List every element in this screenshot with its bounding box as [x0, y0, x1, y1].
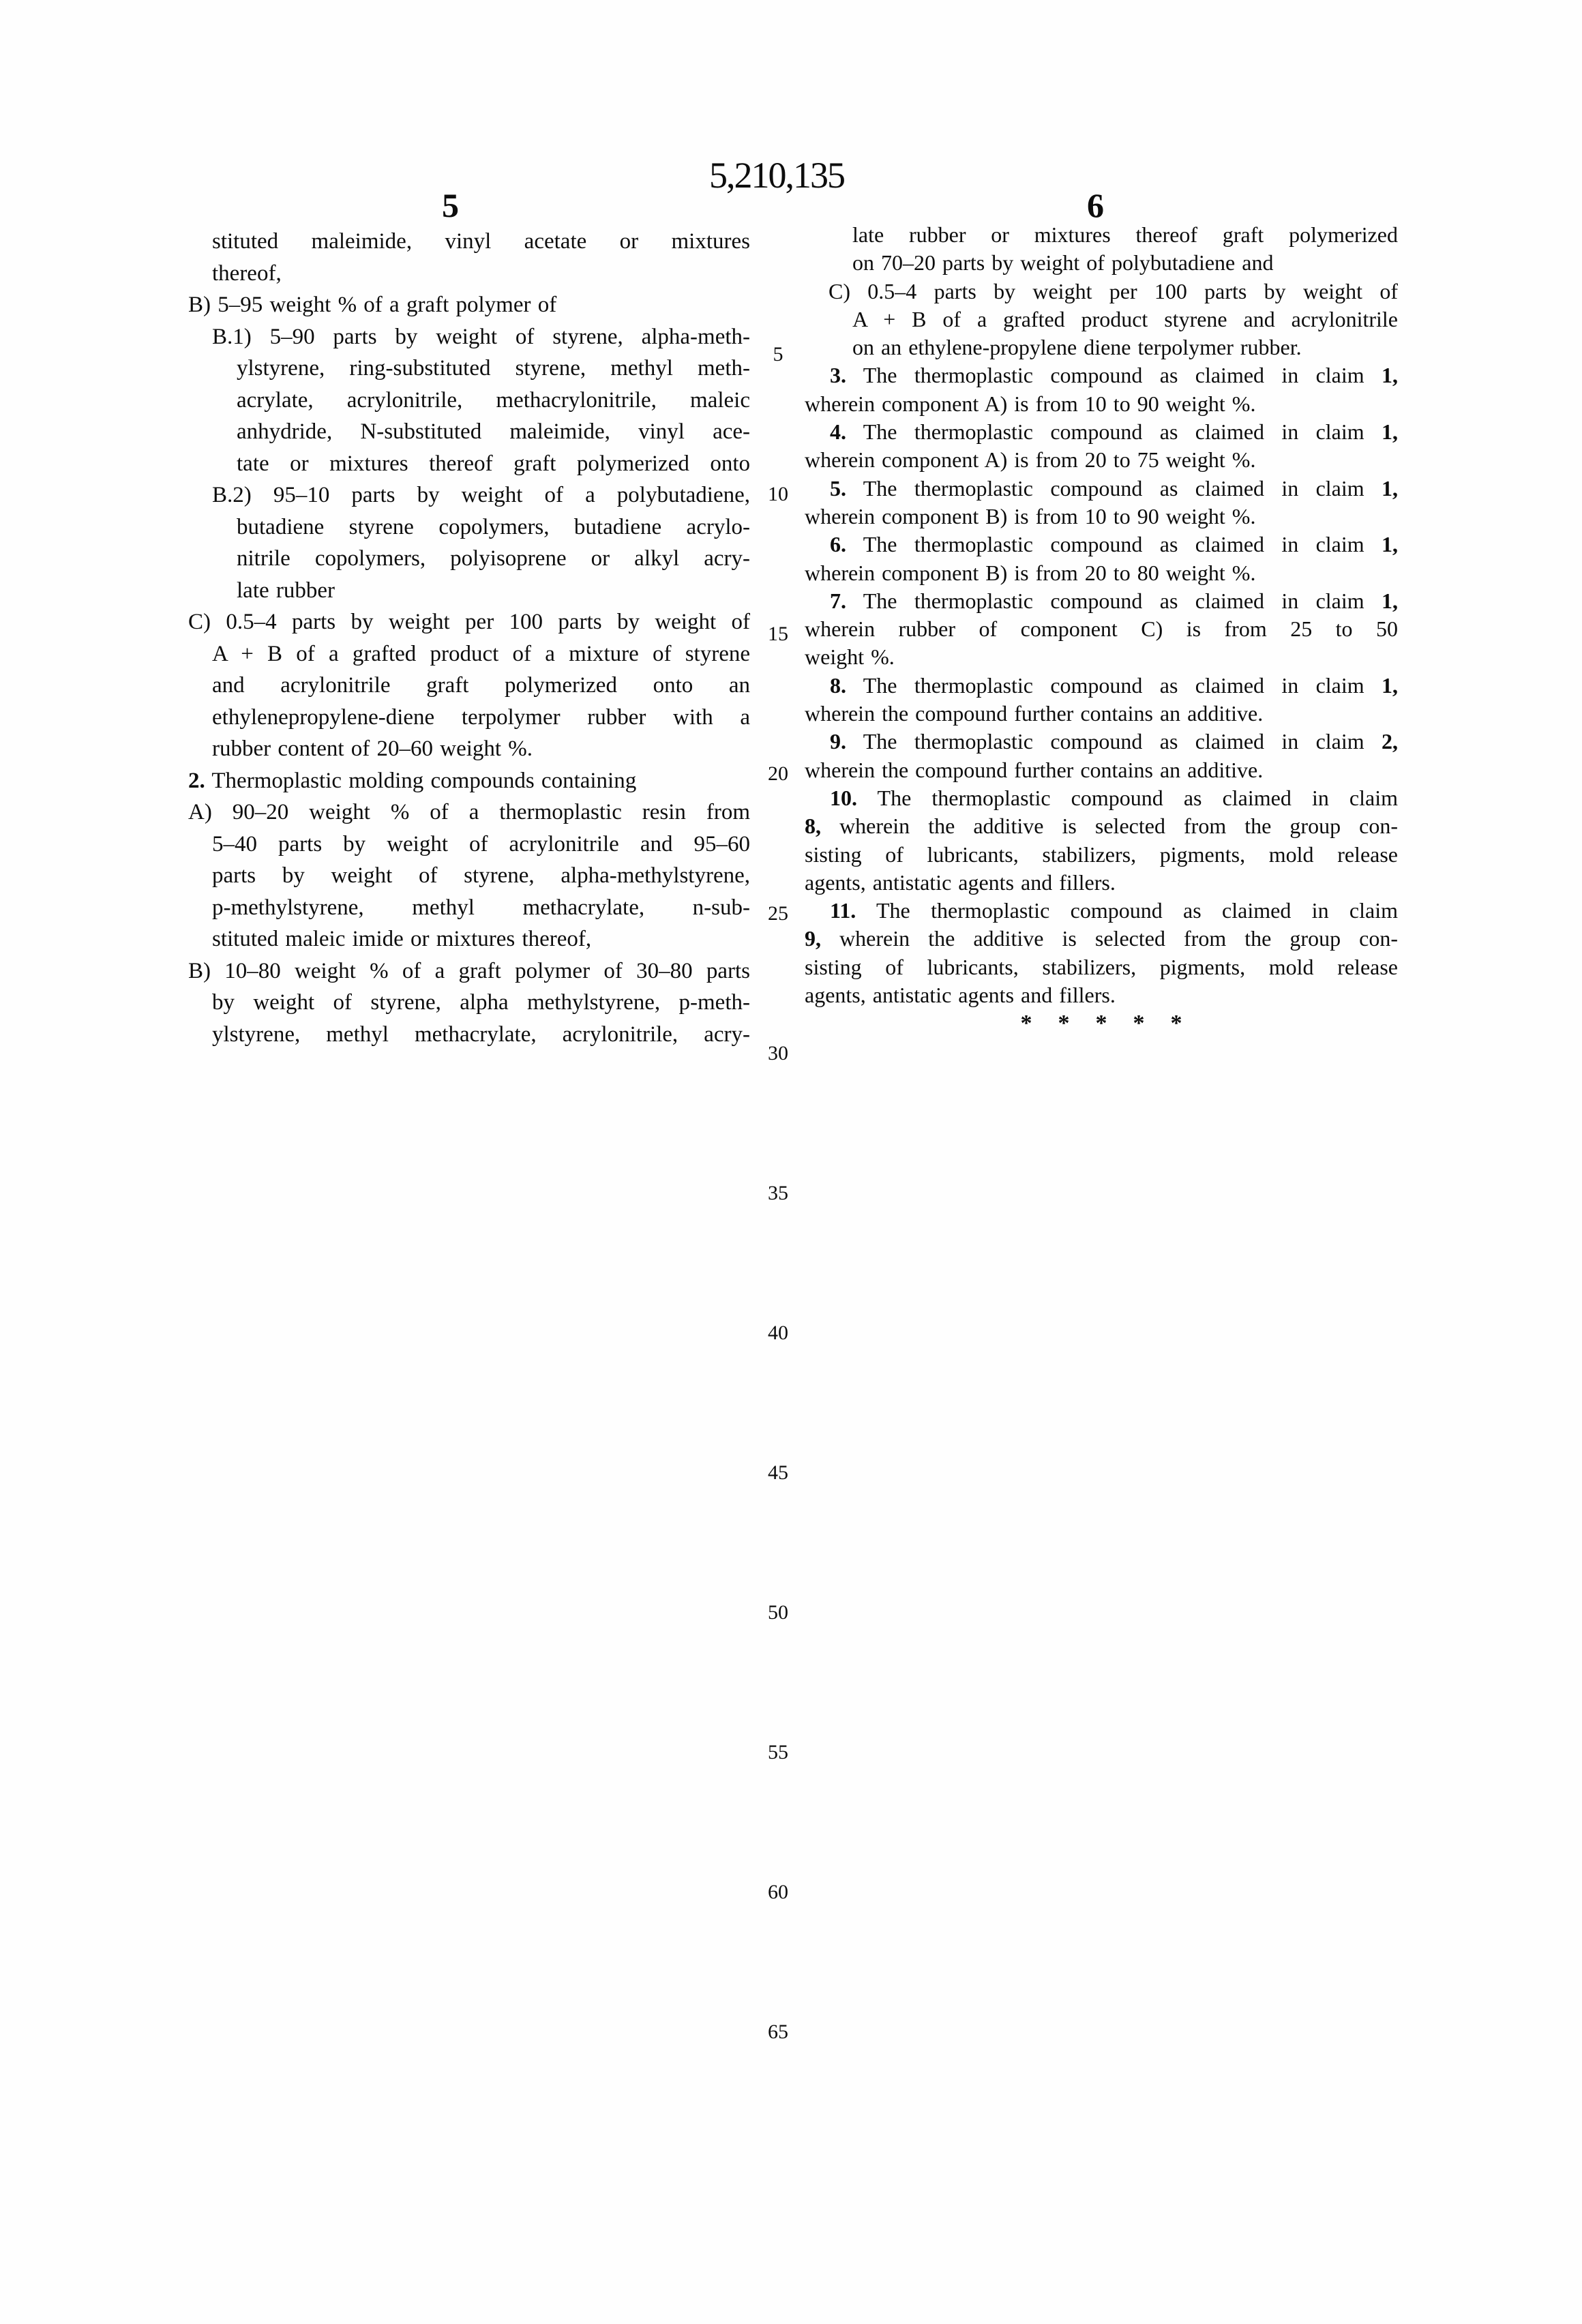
text-segment: wherein rubber of component C) is from 25 to 50 — [805, 616, 1398, 642]
line-number: 60 — [768, 1881, 788, 1903]
text-line — [805, 869, 1398, 897]
text-segment: C) 0.5–4 parts by weight per 100 parts by weight of — [188, 610, 750, 634]
text-segment: C) 0.5–4 parts by weight per 100 parts by weight of — [829, 278, 1398, 303]
bold-text-segment: 1, — [1382, 363, 1398, 388]
text-segment: butadiene styrene copolymers, butadiene acrylo- — [237, 514, 750, 539]
text-segment: on 70–20 parts by weight of polybutadiene and — [852, 250, 1274, 275]
text-line — [830, 531, 1398, 558]
line-number: 55 — [768, 1741, 788, 1763]
text-segment: 5–40 parts by weight of acrylonitrile and 95–60 — [212, 831, 750, 856]
text-line — [830, 475, 1398, 503]
text-segment: The thermoplastic compound as claimed in claim — [846, 729, 1382, 754]
text-line — [212, 226, 750, 258]
asterisk-symbol: * — [1095, 1011, 1107, 1037]
text-line — [805, 953, 1398, 981]
patent-number: 5,210,135 — [709, 155, 844, 196]
text-segment: The thermoplastic compound as claimed in claim — [846, 363, 1382, 388]
right-column-text — [805, 221, 1398, 1038]
asterisk-symbol: * — [1133, 1011, 1145, 1037]
text-line — [830, 587, 1398, 615]
text-segment: weight %. — [805, 644, 895, 670]
line-number: 5 — [773, 343, 783, 366]
text-segment: B) 10–80 weight % of a graft polymer of 30–80 parts — [188, 958, 750, 983]
text-segment: p-methylstyrene, methyl methacrylate, n-sub- — [212, 895, 750, 920]
asterisk-symbol: * — [1170, 1011, 1182, 1037]
text-segment: The thermoplastic compound as claimed in claim — [857, 785, 1398, 810]
text-segment: The thermoplastic compound as claimed in claim — [846, 588, 1382, 613]
text-line — [188, 606, 750, 638]
text-segment: ethylenepropylene-diene terpolymer rubber with a — [212, 704, 750, 730]
text-segment: acrylate, acrylonitrile, methacrylonitrile, maleic — [237, 387, 750, 413]
asterisk-row — [805, 1009, 1398, 1037]
column-number-right: 6 — [1087, 186, 1104, 224]
text-line — [830, 418, 1398, 446]
text-segment: The thermoplastic compound as claimed in claim — [846, 475, 1382, 501]
text-segment: wherein component B) is from 20 to 80 weight %. — [805, 560, 1256, 585]
bold-text-segment: 10. — [830, 785, 857, 810]
left-column-lines — [188, 226, 750, 1050]
text-segment: sisting of lubricants, stabilizers, pigments, mold release — [805, 954, 1398, 979]
text-line — [188, 796, 750, 829]
text-line — [830, 672, 1398, 700]
text-segment: ylstyrene, ring-substituted styrene, methyl meth- — [237, 356, 750, 381]
text-segment: The thermoplastic compound as claimed in claim — [846, 419, 1382, 445]
text-segment: ylstyrene, methyl methacrylate, acrylonitrile, acry- — [212, 1022, 750, 1047]
text-line — [805, 446, 1398, 474]
text-line — [212, 892, 750, 924]
text-segment: B.1) 5–90 parts by weight of styrene, alpha-meth- — [212, 324, 750, 349]
bold-text-segment: 6. — [830, 532, 846, 557]
text-line — [212, 733, 750, 765]
text-line — [212, 923, 750, 955]
text-line — [237, 511, 750, 543]
line-number: 20 — [768, 762, 788, 785]
bold-text-segment: 9. — [830, 729, 846, 754]
text-line — [830, 897, 1398, 925]
text-segment: wherein the compound further contains an additive. — [805, 757, 1264, 782]
text-segment: by weight of styrene, alpha methylstyrene, p-meth- — [212, 990, 750, 1015]
text-line — [237, 385, 750, 417]
text-line — [237, 448, 750, 480]
text-line — [830, 728, 1398, 756]
bold-text-segment: 11. — [830, 898, 856, 923]
text-line — [805, 756, 1398, 784]
text-segment: A + B of a grafted product styrene and acrylonitrile — [852, 306, 1398, 331]
bold-text-segment: 9, — [805, 926, 821, 951]
bold-text-segment: 1, — [1382, 532, 1398, 557]
text-line — [805, 390, 1398, 418]
right-column-lines — [805, 221, 1398, 1009]
text-segment: A + B of a grafted product of a mixture of styrene — [212, 641, 750, 666]
text-segment: The thermoplastic compound as claimed in claim — [856, 898, 1398, 923]
text-line — [212, 1019, 750, 1051]
text-line — [805, 615, 1398, 643]
line-number: 65 — [768, 2021, 788, 2043]
text-line — [212, 829, 750, 861]
text-segment: thereof, — [212, 260, 282, 286]
text-segment: wherein the compound further contains an additive. — [805, 701, 1264, 726]
text-segment: nitrile copolymers, polyisoprene or alkyl acry- — [237, 546, 750, 571]
bold-text-segment: 5. — [830, 475, 846, 501]
text-segment: Thermoplastic molding compounds containing — [205, 768, 637, 793]
bold-text-segment: 4. — [830, 419, 846, 445]
text-line — [805, 812, 1398, 840]
asterisk-symbol: * — [1058, 1011, 1070, 1037]
left-column-text — [188, 226, 750, 1050]
text-line — [805, 925, 1398, 953]
text-line — [805, 981, 1398, 1009]
text-line — [212, 860, 750, 892]
text-segment: agents, antistatic agents and fillers. — [805, 983, 1116, 1008]
text-line — [212, 702, 750, 734]
text-segment: The thermoplastic compound as claimed in claim — [846, 672, 1382, 698]
text-line — [237, 575, 750, 607]
text-line — [829, 278, 1398, 306]
text-line — [852, 221, 1398, 249]
text-line — [237, 543, 750, 575]
text-segment: rubber content of 20–60 weight %. — [212, 736, 533, 761]
column-number-left: 5 — [442, 186, 459, 224]
line-number: 15 — [768, 623, 788, 645]
text-line — [830, 784, 1398, 812]
text-segment: agents, antistatic agents and fillers. — [805, 869, 1116, 895]
text-line — [212, 670, 750, 702]
bold-text-segment: 1, — [1382, 588, 1398, 613]
bold-text-segment: 8, — [805, 814, 821, 839]
text-segment: stituted maleimide, vinyl acetate or mixtures — [212, 229, 750, 254]
text-line — [188, 289, 750, 321]
text-line — [852, 249, 1398, 277]
line-number: 10 — [768, 483, 788, 505]
text-line — [805, 643, 1398, 671]
text-line — [852, 306, 1398, 333]
bold-text-segment: 1, — [1382, 672, 1398, 698]
text-segment: stituted maleic imide or mixtures thereof, — [212, 927, 592, 951]
text-line — [212, 258, 750, 290]
bold-text-segment: 2, — [1382, 729, 1398, 754]
bold-text-segment: 3. — [830, 363, 846, 388]
text-line — [805, 503, 1398, 531]
text-line — [188, 955, 750, 987]
line-number: 45 — [768, 1461, 788, 1484]
text-line — [212, 479, 750, 511]
bold-text-segment: 2. — [188, 768, 205, 793]
text-line — [852, 333, 1398, 361]
bold-text-segment: 1, — [1382, 475, 1398, 501]
text-line — [805, 559, 1398, 587]
text-segment: B.2) 95–10 parts by weight of a polybutadiene, — [212, 483, 750, 507]
text-segment: anhydride, N-substituted maleimide, vinyl ace- — [237, 419, 750, 444]
text-segment: late rubber — [237, 578, 335, 603]
bold-text-segment: 1, — [1382, 419, 1398, 445]
text-segment: B) 5–95 weight % of a graft polymer of — [188, 293, 557, 317]
text-line — [830, 361, 1398, 389]
text-segment: late rubber or mixtures thereof graft polymerized — [852, 222, 1398, 247]
text-segment: and acrylonitrile graft polymerized onto an — [212, 673, 750, 698]
bold-text-segment: 7. — [830, 588, 846, 613]
line-number: 40 — [768, 1322, 788, 1344]
text-segment: wherein component A) is from 10 to 90 weight %. — [805, 391, 1256, 416]
text-segment: The thermoplastic compound as claimed in claim — [846, 532, 1382, 557]
text-line — [188, 765, 750, 797]
text-line — [237, 353, 750, 385]
text-segment: wherein the additive is selected from the group con- — [821, 814, 1398, 839]
line-number: 35 — [768, 1182, 788, 1204]
text-line — [805, 841, 1398, 869]
text-line — [212, 638, 750, 670]
text-segment: parts by weight of styrene, alpha-methylstyrene, — [212, 863, 750, 888]
text-line — [212, 987, 750, 1019]
line-number: 30 — [768, 1042, 788, 1064]
asterisk-symbol: * — [1020, 1011, 1032, 1037]
text-segment: on an ethylene-propylene diene terpolymer rubber. — [852, 335, 1302, 360]
text-segment: A) 90–20 weight % of a thermoplastic resin from — [188, 800, 750, 824]
line-number: 25 — [768, 902, 788, 925]
text-segment: tate or mixtures thereof graft polymerized onto — [237, 451, 750, 476]
line-number-gutter — [754, 344, 802, 2162]
text-segment: sisting of lubricants, stabilizers, pigments, mold release — [805, 841, 1398, 867]
bold-text-segment: 8. — [830, 672, 846, 698]
text-segment: wherein component A) is from 20 to 75 weight %. — [805, 447, 1256, 473]
text-segment: wherein component B) is from 10 to 90 weight %. — [805, 503, 1256, 528]
text-segment: wherein the additive is selected from the group con- — [821, 926, 1398, 951]
text-line — [212, 321, 750, 353]
text-line — [805, 700, 1398, 728]
line-number: 50 — [768, 1601, 788, 1624]
text-line — [237, 416, 750, 448]
